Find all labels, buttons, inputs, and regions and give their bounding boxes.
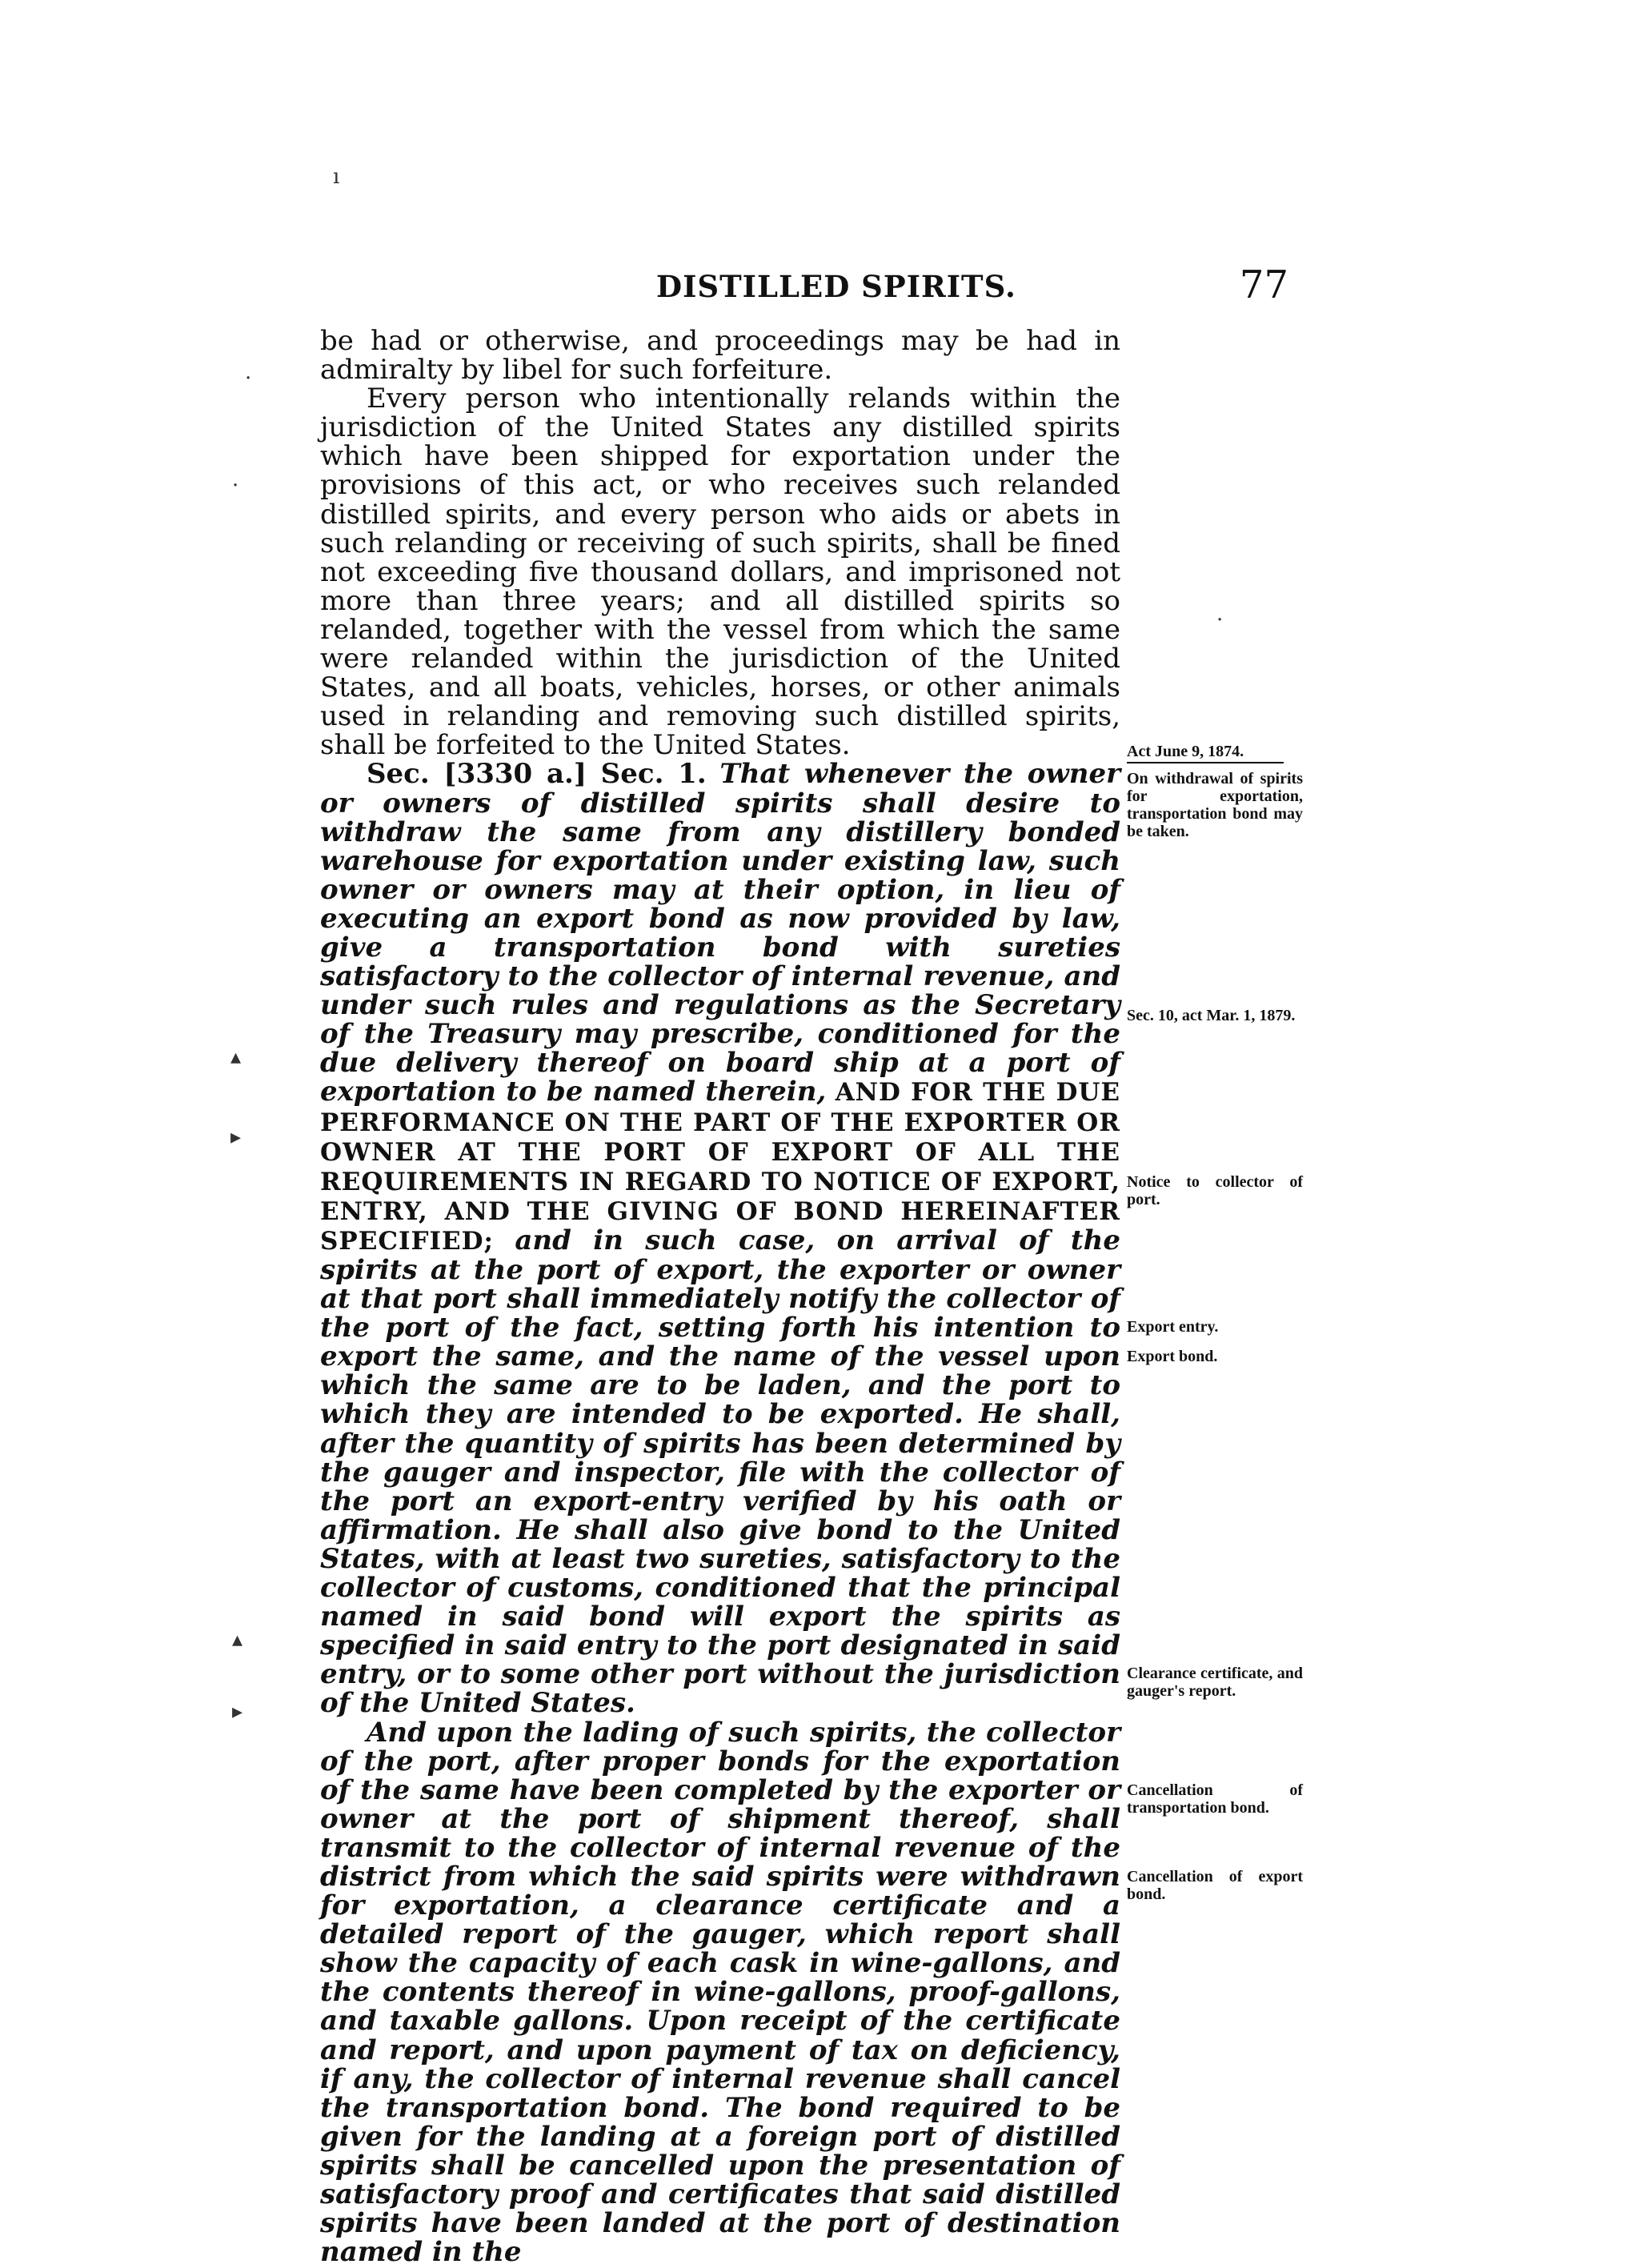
margin-arrow-mark: ▸ xyxy=(230,1125,242,1149)
page-header xyxy=(320,262,1288,317)
side-note-sec10: Sec. 10, act Mar. 1, 1879. xyxy=(1127,1007,1296,1024)
margin-triangle-mark: ▴ xyxy=(232,1628,243,1652)
side-note-withdrawal: On withdrawal of spirits for exportation, transportation bond may be taken. xyxy=(1127,770,1303,840)
side-note-rule xyxy=(1127,762,1284,763)
paragraph-section-3330a xyxy=(320,758,1120,1720)
paragraph-continuation: be had or otherwise, and proceedings may be had in admiralty by libel for such forfeiture. xyxy=(320,325,1120,387)
section-text-italic-1: That whenever the owner or owners of distilled spirits shall desire to withdraw the same from any distillery bonded warehouse for exportation under existing law, such owner or owners may at their option, in lieu of executing an export bond as now provided by law, give a transportation bond with sureties satisfactory to the collector of internal revenue, and under such rules and regulations as the Secretary of the Treasury may prescribe, conditioned for the due delivery thereof on board ship at a port of exportation to be named therein, xyxy=(320,758,1120,1108)
margin-triangle-mark: ▴ xyxy=(230,1045,242,1069)
margin-dot-mark: · xyxy=(232,474,239,498)
main-text-column xyxy=(320,327,1120,2266)
section-text-caps: AND FOR THE DUE PERFORMANCE ON THE PART OF THE EXPORTER OR OWNER AT THE PORT OF EXPORT OF ALL THE REQUIREMENTS IN REGARD TO NOTICE OF EXPORT, ENTRY, AND THE GIVING OF BOND HEREINAFTER SPECIFIED; xyxy=(320,1078,1120,1256)
side-note-clearance: Clearance certificate, and gauger's report. xyxy=(1127,1665,1303,1700)
side-note-export-entry: Export entry. xyxy=(1127,1318,1219,1336)
side-note-export-bond: Export bond. xyxy=(1127,1348,1218,1365)
section-heading: Sec. [3330 a.] Sec. 1. xyxy=(367,758,707,791)
side-note-cancel-export: Cancellation of export bond. xyxy=(1127,1868,1303,1903)
margin-dot-mark: · xyxy=(245,367,252,391)
section-text-italic-2: and in such case, on arrival of the spirits at the port of export, the exporter or owner at that port shall immediately notify the collector of the port of the fact, setting forth his intention to export the same, and the name of the vessel upon which the same are to be laden, and the port to which they are intended to be exported. He shall, after the quantity of spirits has been determined by the gauger and inspector, file with the collector of the port an export-entry verified by his oath or affirmation. He shall also give bond to the United States, with at least two sureties, satisfactory to the collector of customs, conditioned that the principal named in said bond will export the spirits as specified in said entry to the port designated in said entry, or to some other port without the jurisdiction of the United States. xyxy=(320,1224,1120,1720)
side-note-act-june: Act June 9, 1874. xyxy=(1127,743,1244,760)
margin-arrow-mark: ▸ xyxy=(232,1700,243,1724)
side-note-notice: Notice to collector of port. xyxy=(1127,1173,1303,1208)
paragraph-lading: And upon the lading of such spirits, the collector of the port, after proper bonds for the exportation of the same have been completed by the exporter or owner at the port of shipment thereof, shall transmit to the collector of internal revenue of the district from which the said spirits were withdrawn for exportation, a clearance certificate and a detailed report of the gauger, which report shall show the capacity of each cask in wine-gallons, and the contents thereof in wine-gallons, proof-gallons, and taxable gallons. Upon receipt of the certificate and report, and upon payment of tax on deficiency, if any, the collector of internal revenue shall cancel the transportation bond. The bond required to be given for the landing at a foreign port of distilled spirits shall be cancelled upon the presentation of satisfactory proof and certificates that said distilled spirits have been landed at the port of destination named in the xyxy=(320,1716,1120,2268)
page-number: 77 xyxy=(1239,262,1288,307)
side-note-cancel-transport: Cancellation of transportation bond. xyxy=(1127,1781,1303,1817)
margin-dot-mark: · xyxy=(1216,608,1224,632)
margin-tick-mark: ı xyxy=(333,165,340,189)
paragraph-relanding: Every person who intentionally relands within the jurisdiction of the United States any distilled spirits which have been shipped for exportation under the provisions of this act, or who receives such relanded distilled spirits, and every person who aids or abets in such relanding or receiving of such spirits, shall be fined not exceeding five thousand dollars, and imprisoned not more than three years; and all distilled spirits so relanded, together with the vessel from which the same were relanded within the jurisdiction of the United States, and all boats, vehicles, horses, or other animals used in relanding and removing such distilled spirits, shall be forfeited to the United States. xyxy=(320,383,1120,762)
running-head: DISTILLED SPIRITS. xyxy=(656,269,1016,304)
